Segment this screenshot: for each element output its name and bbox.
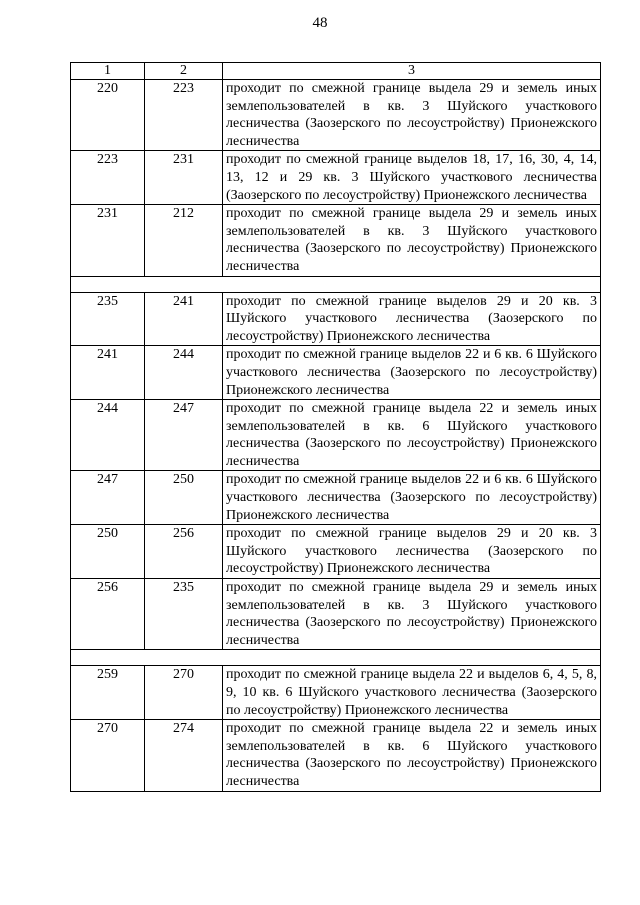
from-point-cell: 259 <box>71 666 145 720</box>
group-separator-cell <box>71 276 601 292</box>
from-point-cell: 270 <box>71 720 145 791</box>
table-row <box>71 346 601 400</box>
group-separator-row <box>71 650 601 666</box>
table-body <box>71 80 601 792</box>
from-point-cell: 244 <box>71 400 145 471</box>
description-cell: проходит по смежной границе выдела 29 и земель иных землепользователей в кв. 3 Шуйского участкового лесничества (Заозерского по лесоустройству) Прионежского лесничества <box>223 205 601 276</box>
to-point-cell: 247 <box>145 400 223 471</box>
table-header-row <box>71 63 601 80</box>
to-point-cell: 241 <box>145 292 223 346</box>
group-separator-row <box>71 276 601 292</box>
from-point-cell: 247 <box>71 471 145 525</box>
from-point-cell: 256 <box>71 579 145 650</box>
description-cell: проходит по смежной границе выделов 22 и 6 кв. 6 Шуйского участкового лесничества (Заозерского по лесоустройству) Прионежского лесничества <box>223 346 601 400</box>
from-point-cell: 250 <box>71 525 145 579</box>
table-row <box>71 80 601 151</box>
description-cell: проходит по смежной границе выдела 29 и земель иных землепользователей в кв. 3 Шуйского участкового лесничества (Заозерского по лесоустройству) Прионежского лесничества <box>223 80 601 151</box>
to-point-cell: 256 <box>145 525 223 579</box>
description-cell: проходит по смежной границе выделов 18, 17, 16, 30, 4, 14, 13, 12 и 29 кв. 3 Шуйского участкового лесничества (Заозерского по лесоустройству) Прионежского лесничества <box>223 151 601 205</box>
column-header-to: 2 <box>145 63 223 80</box>
description-cell: проходит по смежной границе выдела 22 и земель иных землепользователей в кв. 6 Шуйского участкового лесничества (Заозерского по лесоустройству) Прионежского лесничества <box>223 400 601 471</box>
table-row <box>71 666 601 720</box>
from-point-cell: 220 <box>71 80 145 151</box>
table-row <box>71 579 601 650</box>
to-point-cell: 250 <box>145 471 223 525</box>
description-cell: проходит по смежной границе выдела 29 и земель иных землепользователей в кв. 3 Шуйского участкового лесничества (Заозерского по лесоустройству) Прионежского лесничества <box>223 579 601 650</box>
description-cell: проходит по смежной границе выдела 22 и земель иных землепользователей в кв. 6 Шуйского участкового лесничества (Заозерского по лесоустройству) Прионежского лесничества <box>223 720 601 791</box>
table-row <box>71 471 601 525</box>
description-cell: проходит по смежной границе выдела 22 и выделов 6, 4, 5, 8, 9, 10 кв. 6 Шуйского участкового лесничества (Заозерского по лесоустройству) Прионежского лесничества <box>223 666 601 720</box>
table-row <box>71 205 601 276</box>
column-header-from: 1 <box>71 63 145 80</box>
from-point-cell: 235 <box>71 292 145 346</box>
table-row <box>71 292 601 346</box>
from-point-cell: 223 <box>71 151 145 205</box>
to-point-cell: 212 <box>145 205 223 276</box>
table-row <box>71 525 601 579</box>
to-point-cell: 223 <box>145 80 223 151</box>
to-point-cell: 274 <box>145 720 223 791</box>
table-row <box>71 720 601 791</box>
group-separator-cell <box>71 650 601 666</box>
column-header-description: 3 <box>223 63 601 80</box>
to-point-cell: 244 <box>145 346 223 400</box>
description-cell: проходит по смежной границе выделов 29 и 20 кв. 3 Шуйского участкового лесничества (Заозерского по лесоустройству) Прионежского лесничества <box>223 525 601 579</box>
to-point-cell: 231 <box>145 151 223 205</box>
table-row <box>71 151 601 205</box>
from-point-cell: 241 <box>71 346 145 400</box>
page-number: 48 <box>312 15 328 31</box>
description-cell: проходит по смежной границе выделов 22 и 6 кв. 6 Шуйского участкового лесничества (Заозерского по лесоустройству) Прионежского лесничества <box>223 471 601 525</box>
table-row <box>71 400 601 471</box>
description-cell: проходит по смежной границе выделов 29 и 20 кв. 3 Шуйского участкового лесничества (Заозерского по лесоустройству) Прионежского лесничества <box>223 292 601 346</box>
boundary-table <box>70 62 601 792</box>
to-point-cell: 235 <box>145 579 223 650</box>
to-point-cell: 270 <box>145 666 223 720</box>
from-point-cell: 231 <box>71 205 145 276</box>
